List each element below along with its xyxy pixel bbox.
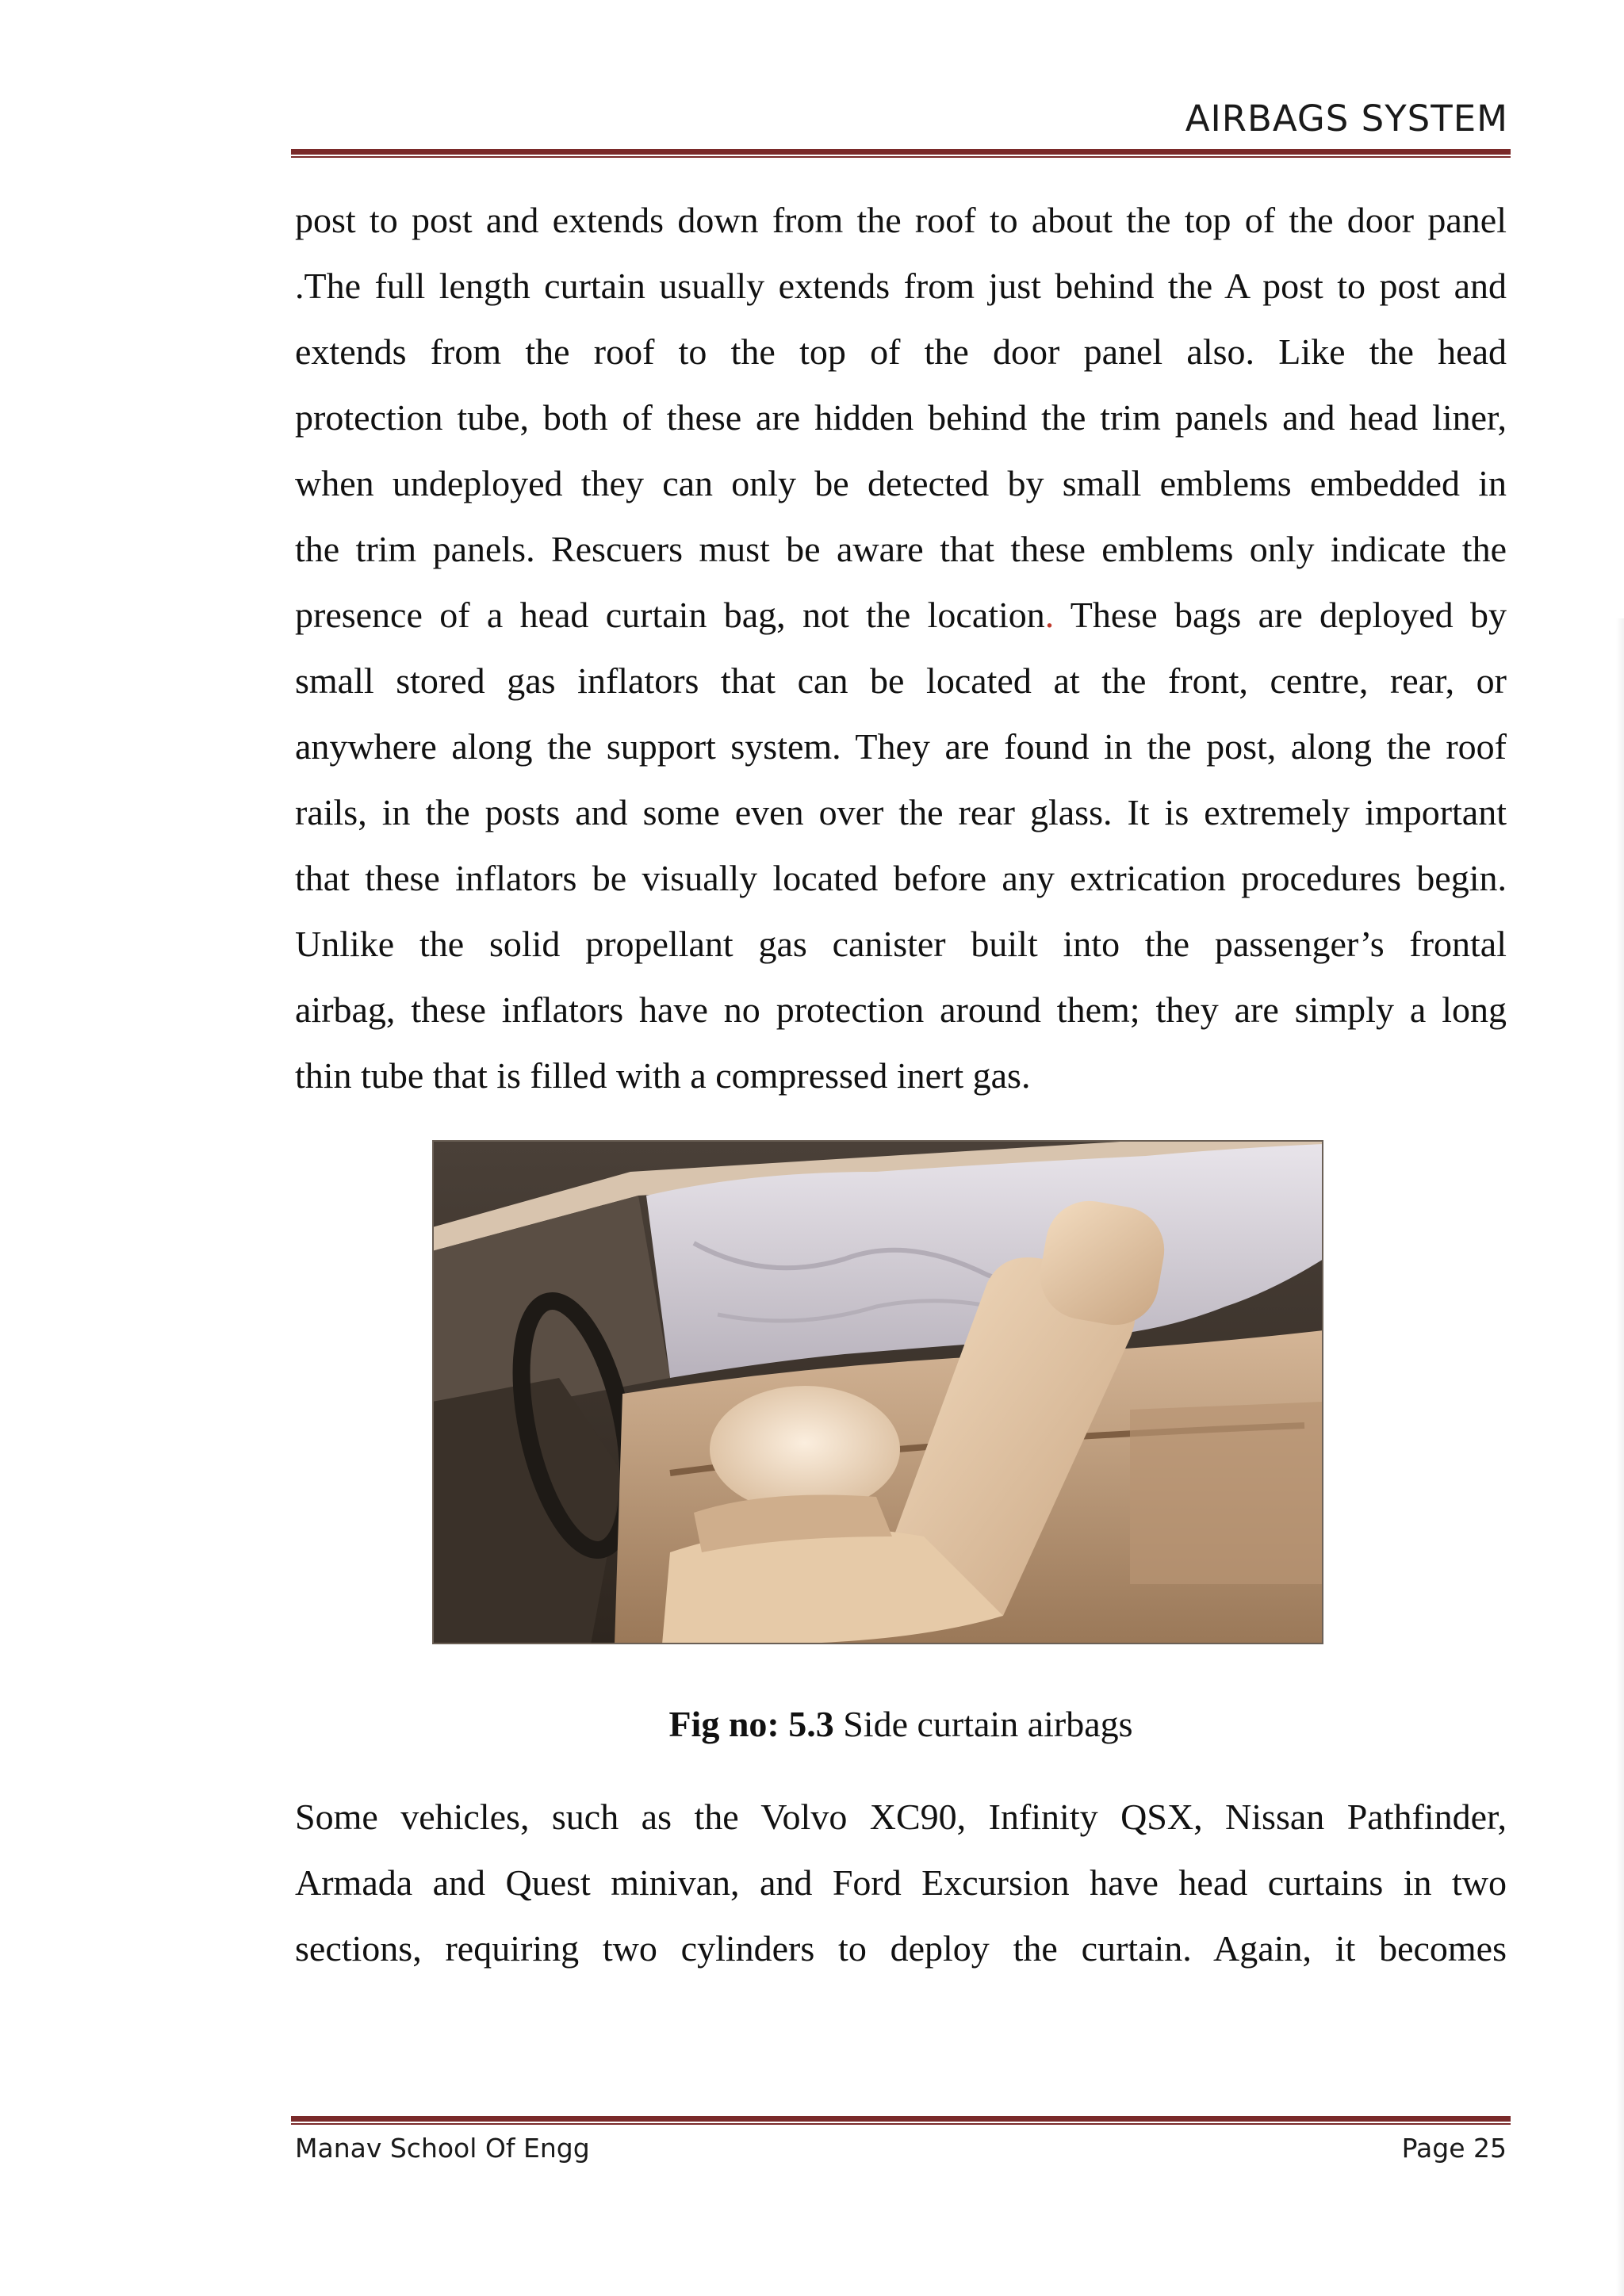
body-paragraph-2 — [295, 1784, 1507, 1981]
figure-number: Fig no: 5.3 — [668, 1704, 834, 1744]
paragraph-line: .The full length curtain usually extends from just behind the A post to post and — [295, 266, 1507, 306]
rear-door-panel — [1130, 1402, 1323, 1584]
seat-side-airbag — [710, 1386, 900, 1513]
figure-caption — [295, 1701, 1507, 1748]
page-edge-shade — [1616, 618, 1624, 2296]
footer-rule — [291, 2116, 1511, 2126]
paragraph-line: airbag, these inflators have no protection around them; they are simply a long — [295, 989, 1507, 1030]
footer-rule-thin — [291, 2123, 1511, 2125]
paragraph-line: sections, requiring two cylinders to deploy the curtain. Again, it becomes — [295, 1928, 1507, 1969]
paragraph-line: Some vehicles, such as the Volvo XC90, Infinity QSX, Nissan Pathfinder, — [295, 1797, 1507, 1837]
running-header-title: AIRBAGS SYSTEM — [1185, 98, 1508, 140]
body-paragraph-1 — [295, 187, 1507, 1108]
paragraph-line-mixed — [295, 582, 1507, 648]
paragraph-line: when undeployed they can only be detected by small emblems embedded in — [295, 463, 1507, 503]
car-interior-illustration — [432, 1140, 1323, 1644]
paragraph-line: post to post and extends down from the roof to about the top of the door panel — [295, 200, 1507, 240]
paragraph-line: protection tube, both of these are hidden behind the trim panels and head liner, — [295, 397, 1507, 438]
line-segment: presence of a head curtain bag, not the location — [295, 595, 1045, 635]
footer-institution: Manav School Of Engg — [295, 2133, 590, 2164]
red-period: . — [1044, 595, 1071, 635]
paragraph-line: anywhere along the support system. They are found in the post, along the roof — [295, 726, 1507, 767]
header-rule — [291, 149, 1511, 159]
paragraph-line: small stored gas inflators that can be located at the front, centre, rear, or — [295, 660, 1507, 701]
paragraph-line: extends from the roof to the top of the door panel also. Like the head — [295, 331, 1507, 372]
paragraph-line: Armada and Quest minivan, and Ford Excursion have head curtains in two — [295, 1862, 1507, 1903]
paragraph-line: Unlike the solid propellant gas canister built into the passenger’s frontal — [295, 924, 1507, 964]
header-rule-thin — [291, 156, 1511, 158]
figure-side-curtain-airbag-photo — [432, 1140, 1323, 1644]
paragraph-line: that these inflators be visually located before any extrication procedures begin. — [295, 858, 1507, 898]
figure-caption-text: Side curtain airbags — [833, 1704, 1133, 1744]
footer-page-number: Page 25 — [1401, 2133, 1507, 2164]
paragraph-line: thin tube that is filled with a compressed inert gas. — [295, 1055, 1031, 1096]
footer-rule-thick — [291, 2116, 1511, 2122]
paragraph-line: the trim panels. Rescuers must be aware that these emblems only indicate the — [295, 529, 1507, 569]
paragraph-line: rails, in the posts and some even over the rear glass. It is extremely important — [295, 792, 1507, 832]
header-rule-thick — [291, 149, 1511, 155]
line-segment: These bags are deployed by — [1070, 595, 1507, 635]
